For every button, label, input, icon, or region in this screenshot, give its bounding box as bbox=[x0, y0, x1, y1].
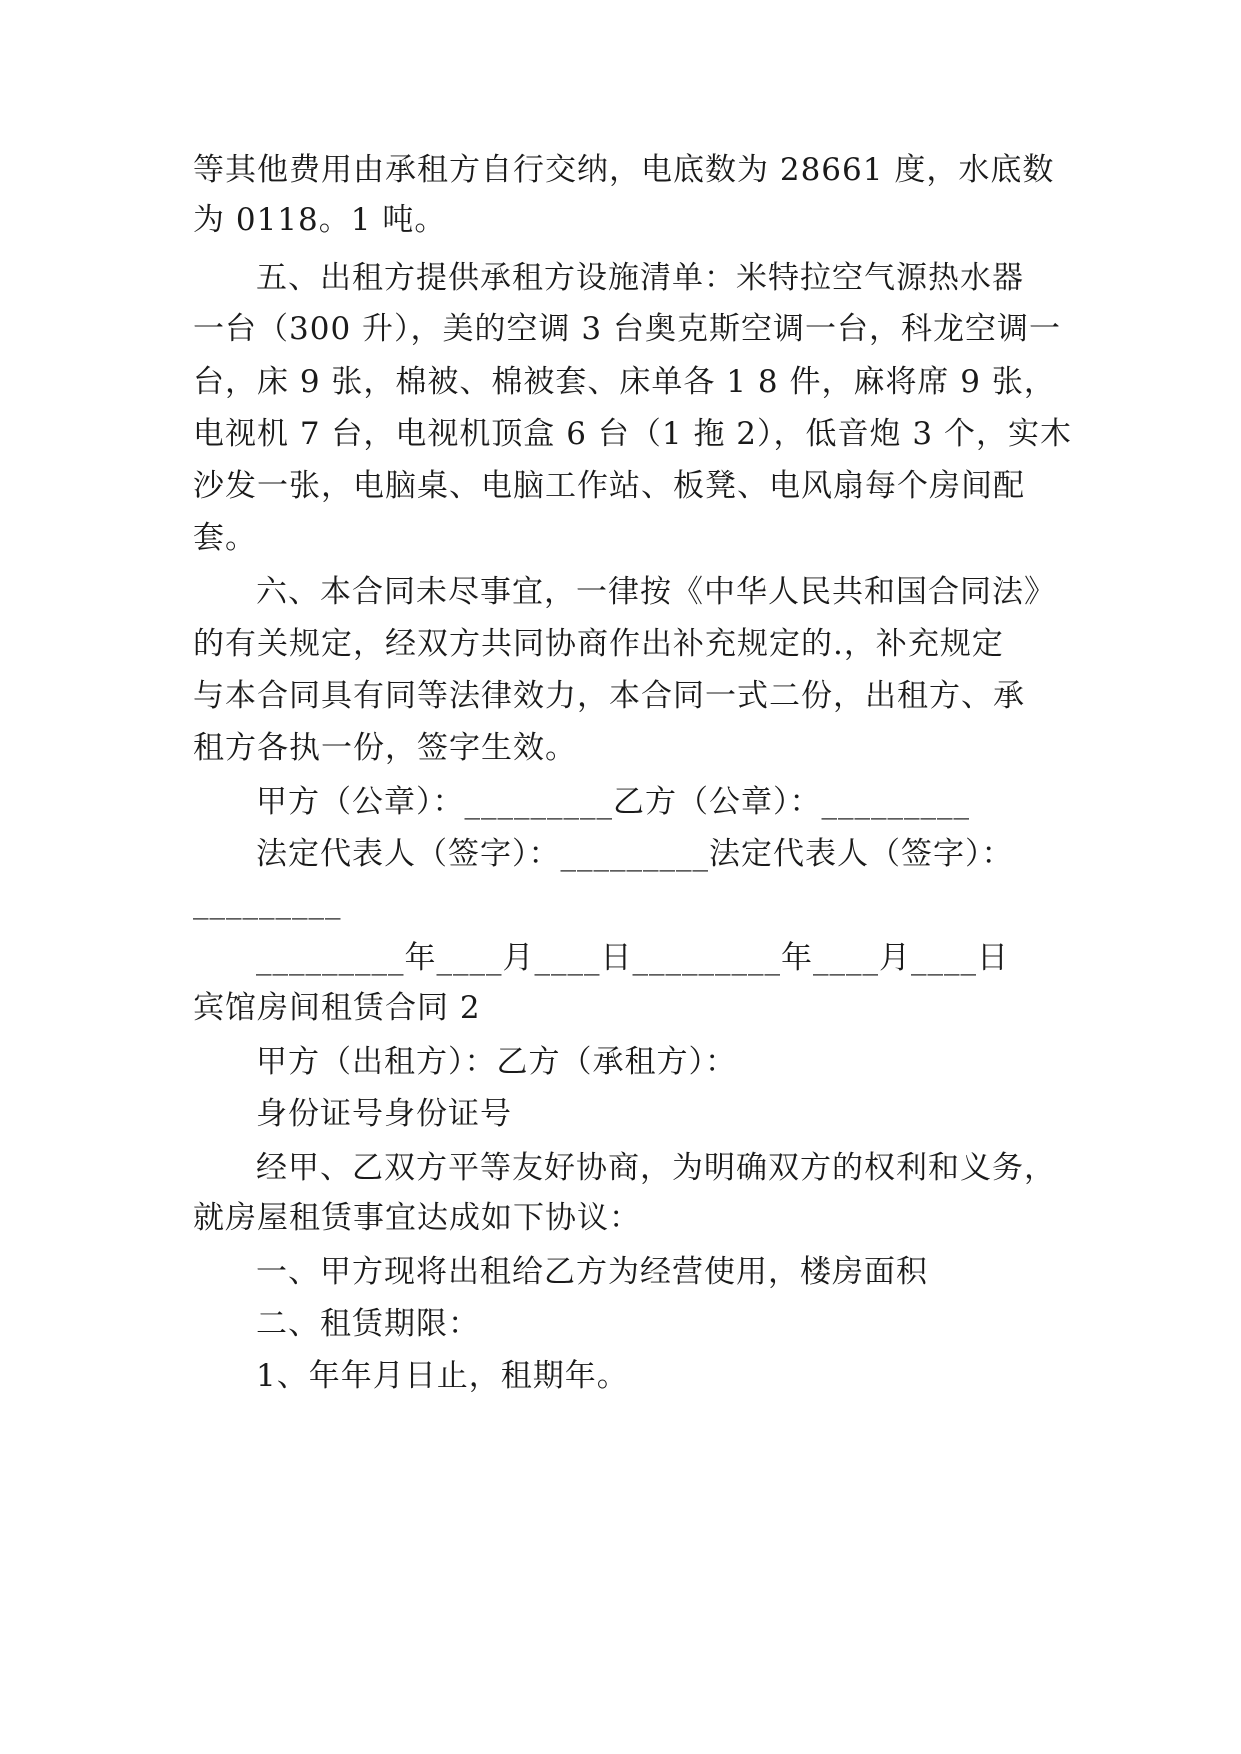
paragraph-line: 等其他费用由承租方自行交纳，电底数为 28661 度，水底数 bbox=[193, 152, 1055, 188]
signature-line-representative: 法定代表人（签字）：_________法定代表人（签字）： bbox=[256, 836, 1014, 872]
clause-line: 1、年年月日止，租期年。 bbox=[256, 1358, 629, 1394]
paragraph-line: 套。 bbox=[193, 520, 257, 556]
paragraph-line: 的有关规定，经双方共同协商作出补充规定的.，补充规定 bbox=[193, 626, 1004, 662]
paragraph-line: 为 0118。1 吨。 bbox=[193, 202, 447, 238]
paragraph-line: 一台（300 升），美的空调 3 台奥克斯空调一台，科龙空调一 bbox=[193, 311, 1061, 347]
paragraph-line: 六、本合同未尽事宜，一律按《中华人民共和国合同法》 bbox=[256, 574, 1056, 610]
paragraph-line: 五、出租方提供承租方设施清单：米特拉空气源热水器 bbox=[256, 260, 1024, 296]
paragraph-line: 电视机 7 台，电视机顶盒 6 台（1 拖 2），低音炮 3 个，实木 bbox=[193, 416, 1072, 452]
paragraph-line: 台，床 9 张，棉被、棉被套、床单各 1 8 件，麻将席 9 张， bbox=[193, 364, 1056, 400]
paragraph-line: 沙发一张，电脑桌、电脑工作站、板凳、电风扇每个房间配 bbox=[193, 468, 1025, 504]
paragraph-line: 就房屋租赁事宜达成如下协议： bbox=[193, 1200, 641, 1236]
parties-line: 甲方（出租方）：乙方（承租方）： bbox=[256, 1044, 737, 1080]
date-line: _________年____月____日_________年____月____日 bbox=[256, 940, 1009, 976]
paragraph-line: 与本合同具有同等法律效力，本合同一式二份，出租方、承 bbox=[193, 678, 1025, 714]
clause-line: 一、甲方现将出租给乙方为经营使用，楼房面积 bbox=[256, 1254, 928, 1290]
signature-line-seal: 甲方（公章）：_________乙方（公章）：_________ bbox=[256, 784, 970, 820]
paragraph-line: 租方各执一份，签字生效。 bbox=[193, 730, 577, 766]
paragraph-line: 经甲、乙双方平等友好协商，为明确双方的权利和义务， bbox=[256, 1150, 1056, 1186]
clause-line: 二、租赁期限： bbox=[256, 1306, 480, 1342]
section-title: 宾馆房间租赁合同 2 bbox=[193, 990, 481, 1026]
signature-blank: _________ bbox=[193, 884, 342, 920]
id-line: 身份证号身份证号 bbox=[256, 1096, 512, 1132]
